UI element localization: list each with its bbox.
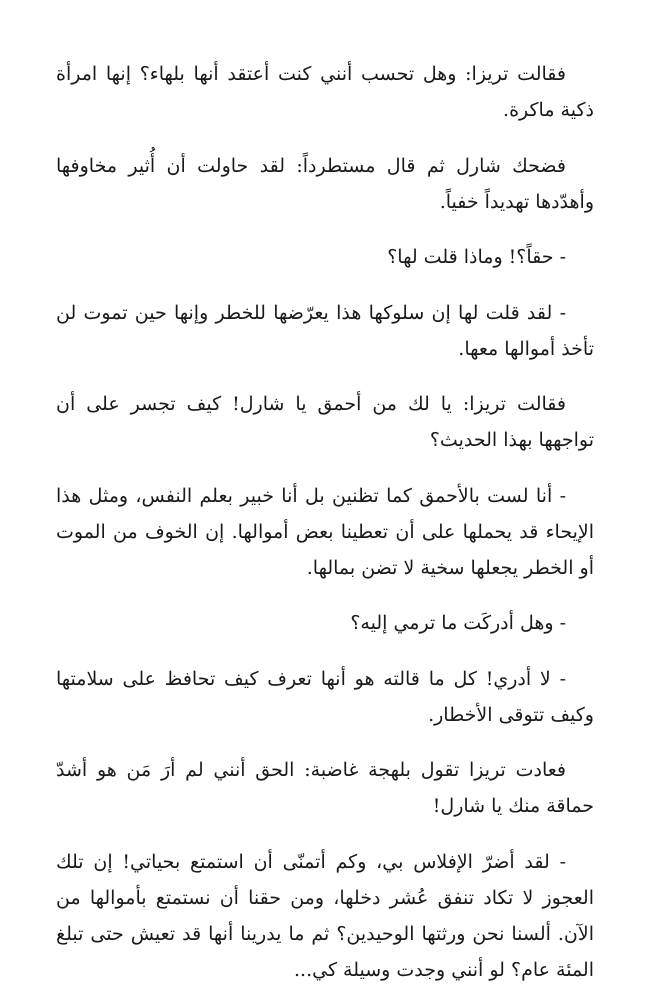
paragraph-8: - لا أدري! كل ما قالته هو أنها تعرف كيف تحافظ على سلامتها وكيف تتوقى الأخطار. (56, 667, 594, 726)
paragraph-3: - حقاً؟! وماذا قلت لها؟ (387, 246, 566, 268)
paragraph-4: - لقد قلت لها إن سلوكها هذا يعرّضها للخطر وإنها حين تموت لن تأخذ أموالها معها. (56, 301, 594, 360)
paragraph-10: - لقد أضرّ الإفلاس بي، وكم أتمنّى أن استمتع بحياتي! إن تلك العجوز لا تكاد تنفق عُشر دخلها، ومن حقنا أن نستمتع بأموالها من الآن. ألسنا نحن ورثتها الوحيدين؟ ثم ما يدرينا أنها قد تعيش حتى تبلغ المئة عام؟ لو أنني وجدت وسيلة كي... (56, 850, 594, 981)
paragraph-7: - وهل أدركَت ما ترمي إليه؟ (350, 612, 566, 634)
paragraph-5: فقالت تريزا: يا لك من أحمق يا شارل! كيف تجسر على أن تواجهها بهذا الحديث؟ (56, 393, 594, 451)
paragraph-9: فعادت تريزا تقول بلهجة غاضبة: الحق أنني لم أرَ مَن هو أشدّ حماقة منك يا شارل! (56, 759, 594, 817)
paragraph-2: فضحك شارل ثم قال مستطرداً: لقد حاولت أن أُثير مخاوفها وأهدّدها تهديداً خفياً. (56, 154, 594, 213)
paragraph-6: - أنا لست بالأحمق كما تظنين بل أنا خبير بعلم النفس، ومثل هذا الإيحاء قد يحملها على أن تعطينا بعض أموالها. إن الخوف من الموت أو الخطر يجعلها سخية لا تضن بمالها. (56, 484, 594, 579)
paragraph-1: فقالت تريزا: وهل تحسب أنني كنت أعتقد أنها بلهاء؟ إنها امرأة ذكية ماكرة. (56, 63, 594, 121)
